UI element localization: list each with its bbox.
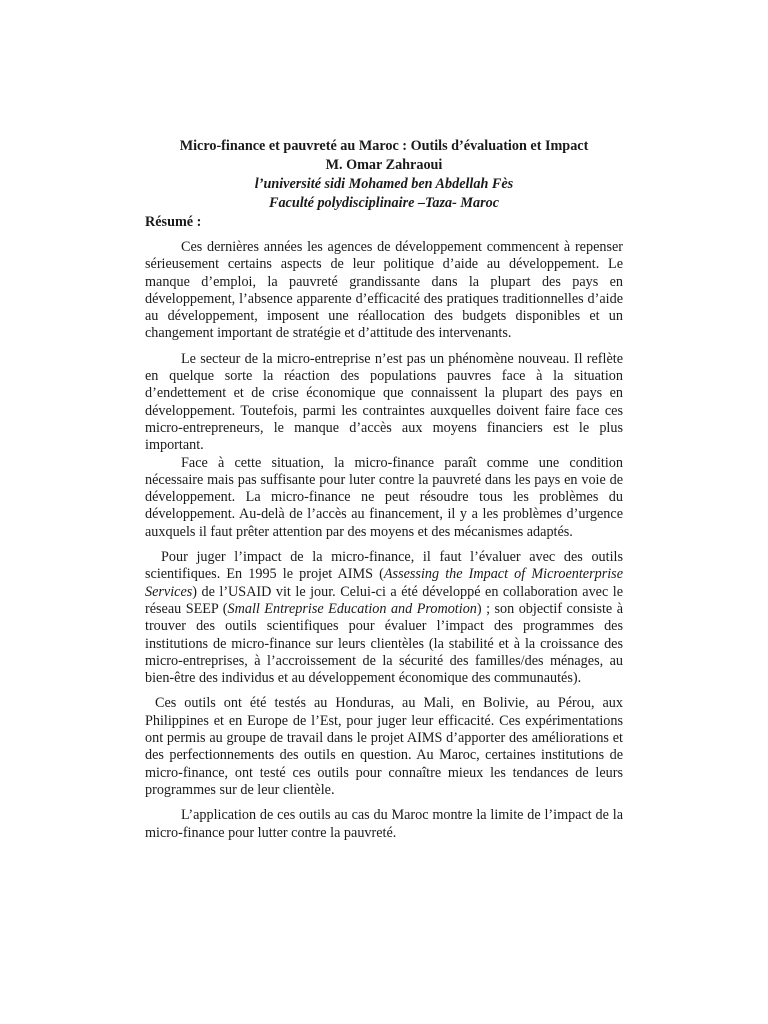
document-page xyxy=(145,137,623,842)
p4-text-2: ) de l’USAID vit le jour. Celui-ci a été développé en collaboration avec le réseau SEEP ( xyxy=(145,583,623,617)
university-name: l’université sidi Mohamed ben Abdellah Fès xyxy=(254,176,514,192)
author-name: M. Omar Zahraoui xyxy=(325,157,443,173)
abstract-paragraph-4 xyxy=(145,549,623,687)
paper-title: Micro-finance et pauvreté au Maroc : Outils d’évaluation et Impact xyxy=(179,138,589,154)
abstract-paragraph-3: Face à cette situation, la micro-finance paraît comme une condition nécessaire mais pas suffisante pour luter contre la pauvreté dans les pays en voie de développement. La micro-finance ne peut résoudre tous les problèmes du développement. Au-delà de l’accès au financement, il y a les problèmes d’urgence auxquels il faut prêter attention par des moyens et des mécanismes adaptés. xyxy=(145,454,623,540)
p4-text-3: ) ; son objectif consiste à trouver des outils scientifiques pour évaluer l’impact des programmes des institutions de micro-finance sur leurs clientèles (la stabilité et à la croissance des micro-entreprises, à l’accroissement de la sécurité des familles/des ménages, au bien-être des individus et au développement économique des communautés). xyxy=(145,600,624,687)
abstract-paragraph-6: L’application de ces outils au cas du Maroc montre la limite de l’impact de la micro-finance pour lutter contre la pauvreté. xyxy=(145,807,623,841)
aims-acronym-expansion: Assessing the Impact of Microenterprise Services xyxy=(145,566,623,600)
abstract-paragraph-2: Le secteur de la micro-entreprise n’est pas un phénomène nouveau. Il reflète en quelque sorte la réaction des populations pauvres face à la situation d’endettement et de crise économique que connaissent la plupart des pays en développement. Toutefois, parmi les contraintes auxquelles doivent faire face ces micro-entrepreneurs, le manque d’accès aux moyens financiers est le plus important. xyxy=(145,350,623,454)
abstract-paragraph-1: Ces dernières années les agences de développement commencent à repenser sérieusement certains aspects de leur politique d’aide au développement. Le manque d’emploi, la pauvreté grandissante dans la plupart des pays en développement, l’absence apparente d’efficacité des pratiques traditionnelles d’aide au développement, imposent une réallocation des budgets disponibles et un changement important de stratégie et d’attitude des intervenants. xyxy=(145,239,623,342)
abstract-heading: Résumé : xyxy=(145,214,202,230)
p4-text-1: Pour juger l’impact de la micro-finance, il faut l’évaluer avec des outils scientifiques. En 1995 le projet AIMS ( xyxy=(145,549,623,583)
abstract-paragraph-5: Ces outils ont été testés au Honduras, au Mali, en Bolivie, au Pérou, aux Philippines et en Europe de l’Est, pour juger leur efficacité. Ces expérimentations ont permis au groupe de travail dans le projet AIMS d’apporter des améliorations et des perfectionnements des outils en question. Au Maroc, certaines institutions de micro-finance, ont testé ces outils pour connaître mieux les tendances de leurs programmes sur de leur clientèle. xyxy=(145,695,623,798)
faculty-name: Faculté polydisciplinaire –Taza- Maroc xyxy=(268,195,500,211)
seep-acronym-expansion: Small Entreprise Education and Promotion xyxy=(227,600,477,617)
